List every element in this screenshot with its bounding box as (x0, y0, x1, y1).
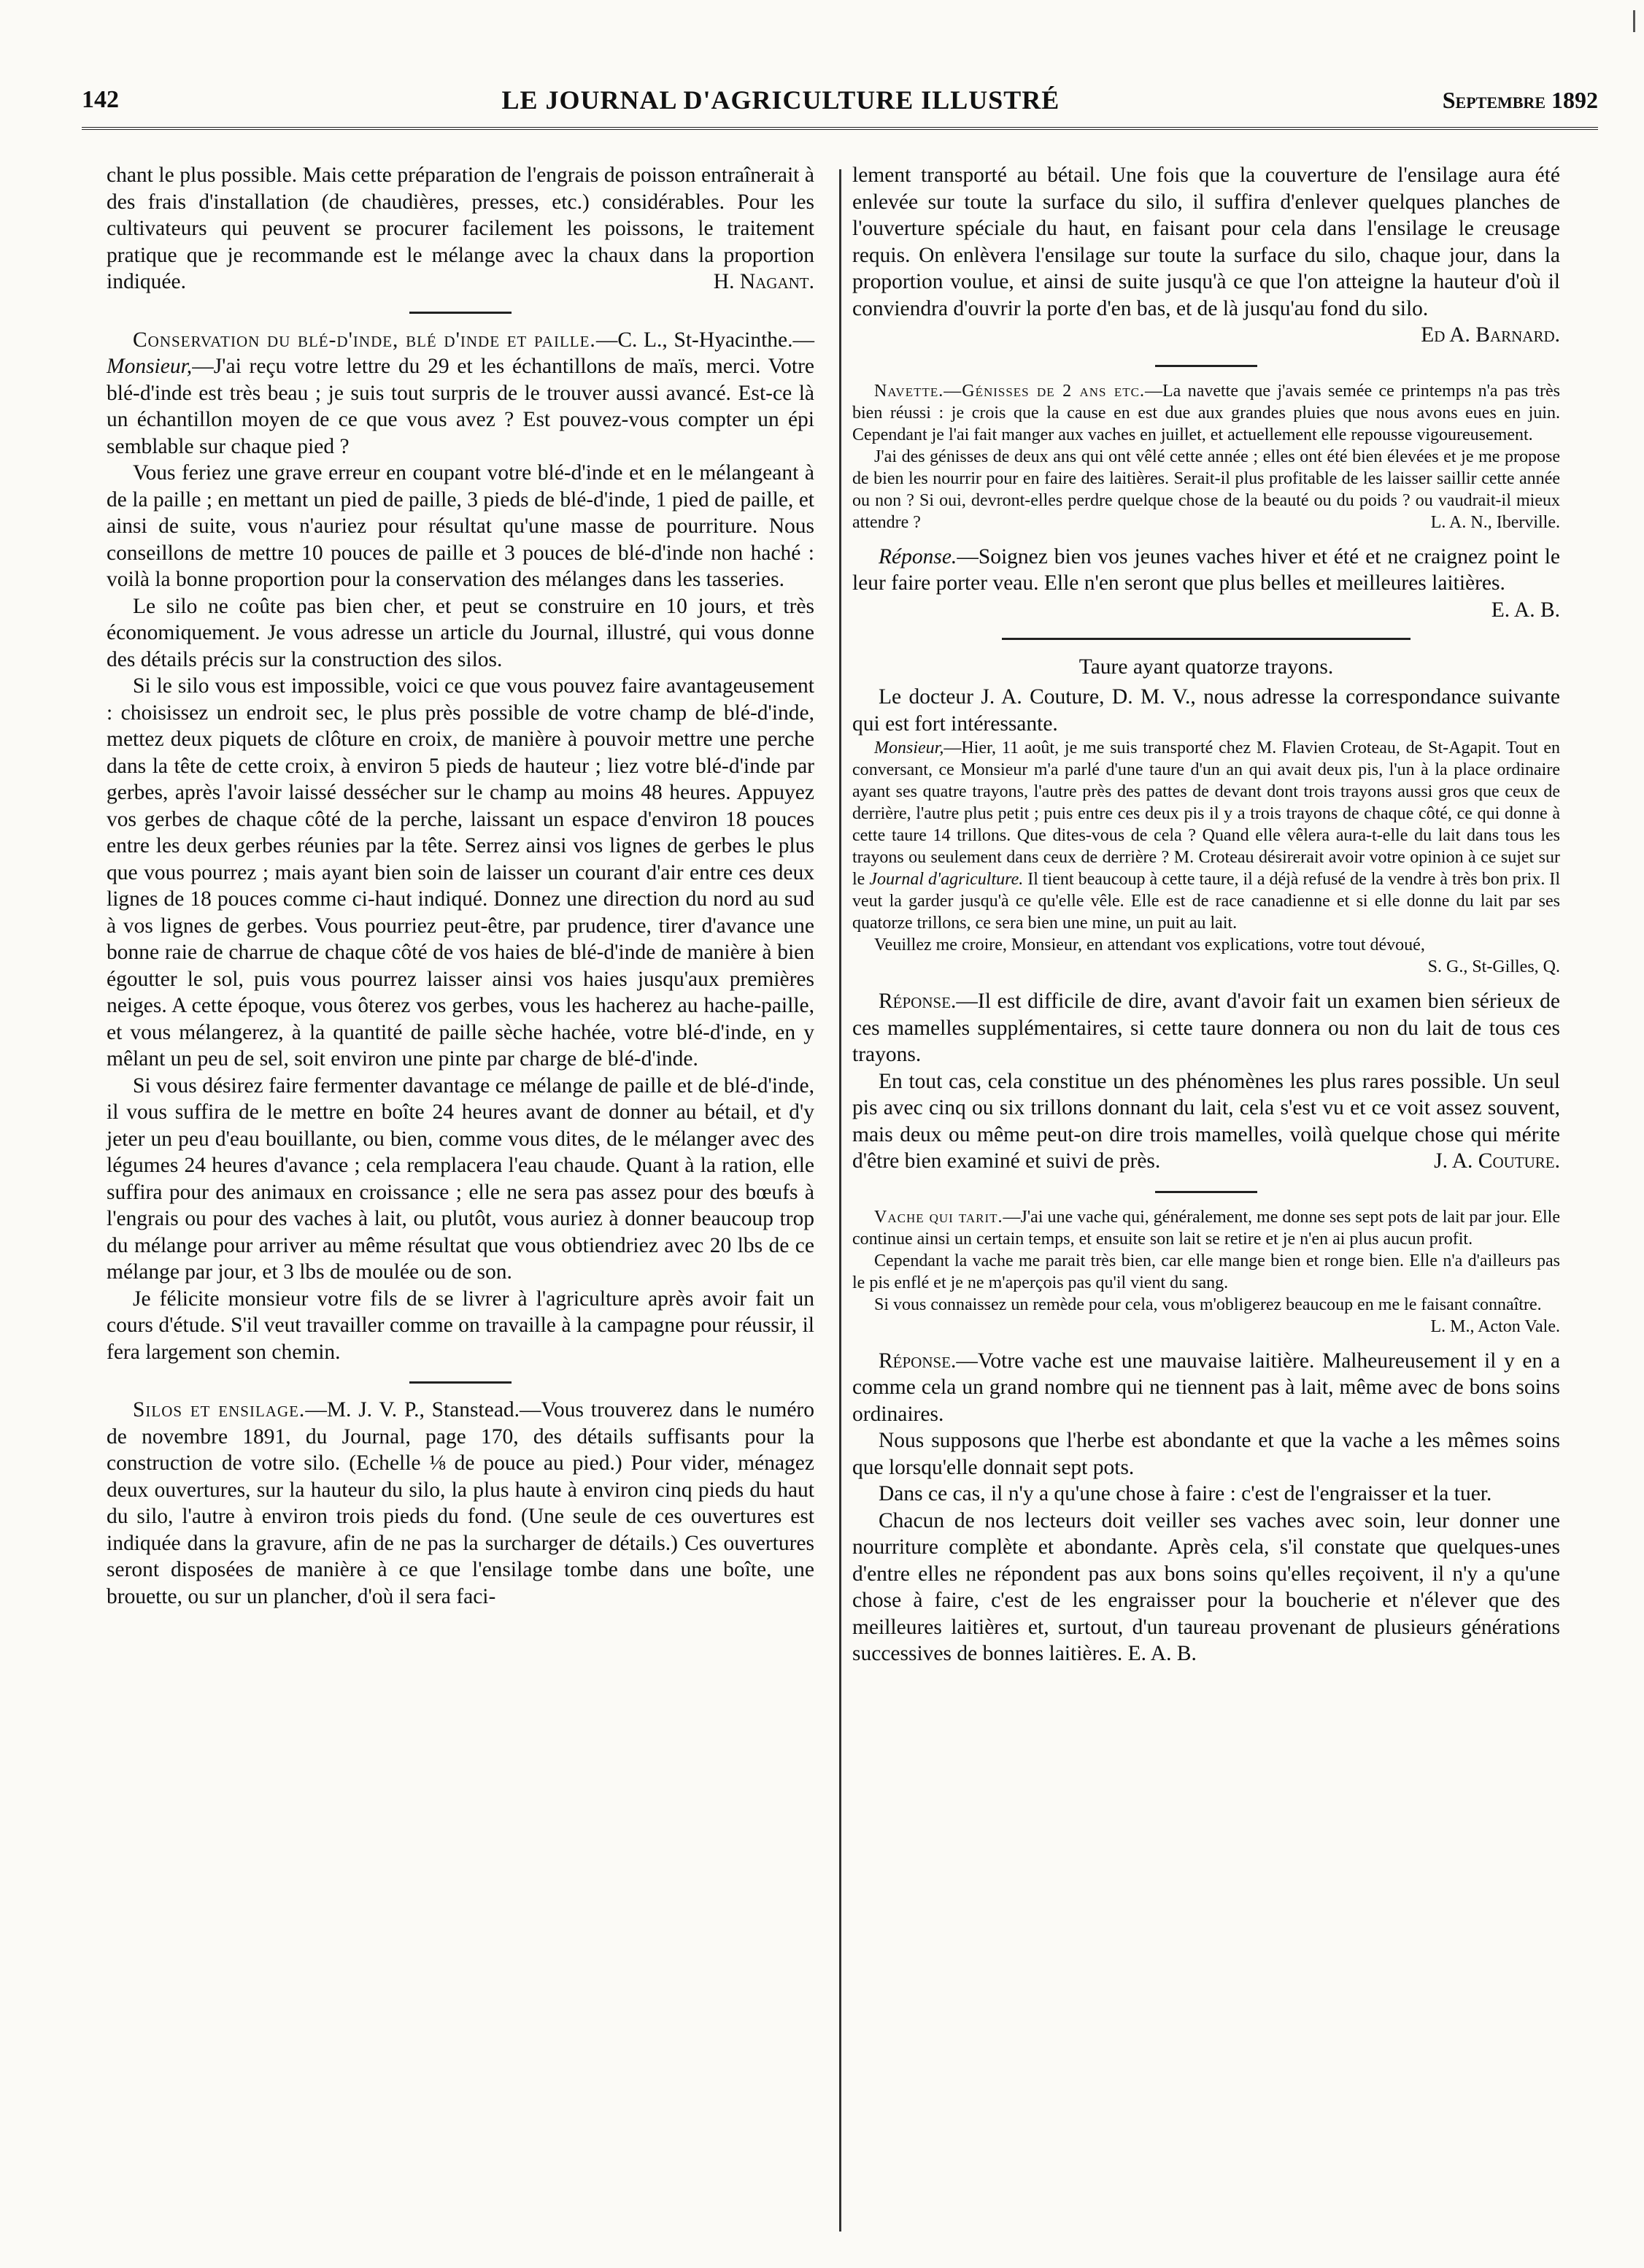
silos-question (107, 1397, 814, 1610)
column-divider (839, 169, 841, 2232)
paragraph-text: —Il est difficile de dire, avant d'avoir fait un examen bien sérieux de ces mamelles supplémentaires, si cette taure donnera ou non du lait de tous ces trayons. (852, 990, 1560, 1066)
salutation: Monsieur, (107, 355, 193, 378)
section-heading: Conservation du blé-d'inde, blé d'inde et paille. (133, 328, 596, 352)
section-rule (1002, 638, 1410, 640)
paragraph: Dans ce cas, il n'y a qu'une chose à faire : c'est de l'engraisser et la tuer. (879, 1482, 1492, 1505)
letter (852, 737, 1560, 934)
section-rule (409, 1381, 512, 1384)
correspondent: —C. L., St-Hyacinthe.— (595, 328, 814, 352)
section-heading: Navette.—Génisses de 2 ans etc. (874, 381, 1145, 401)
article-title: Taure ayant quatorze trayons. (1078, 655, 1334, 679)
reply-3 (852, 1348, 1560, 1428)
page-header (82, 82, 1598, 118)
signature: E. A. B. (1491, 598, 1560, 622)
paragraph-text: Si vous connaissez un remède pour cela, vous m'obligerez beaucoup en me le faisant connaître. (874, 1295, 1542, 1314)
salutation: Monsieur, (874, 738, 944, 757)
paragraph-text: —M. J. V. P., Stanstead.—Vous trouverez dans le numéro de novembre 1891, du Journal, page 170, des détails suffisants pour la construction de votre silo. (Echelle ⅛ de pouce au pied.) Pour vider, ménagez deux ouvertures, sur la hauteur du silo, la plus haute à environ cinq pieds du haut du silo, l'autre à environ trois pieds du fond. (Une seule de ces ouvertures est indiquée dans la gravure, afin de ne pas la surcharger de détails.) Ces ouvertures seront disposées de manière à ce que l'ensilage tombe dans une boîte, une brouette, ou sur un plancher, d'où il sera faci- (107, 1398, 814, 1608)
signature: H. Nagant. (713, 270, 814, 293)
paragraph-text: —J'ai une vache qui, généralement, me donne ses sept pots de lait par jour. Elle continue ainsi un certain temps, et ensuite son lait se retire et je n'en ai plus aucun profit. (852, 1207, 1560, 1249)
left-column (107, 162, 814, 1610)
signature: S. G., St-Gilles, Q. (1427, 957, 1560, 976)
paragraph-text: —Votre vache est une mauvaise laitière. Malheureusement il y en a comme cela un grand nombre qui ne tiennent pas à lait, même avec de bons soins ordinaires. (852, 1349, 1560, 1426)
vache-question (852, 1206, 1560, 1250)
paragraph-text: Chacun de nos lecteurs doit veiller ses vaches avec soin, leur donner une nourriture complète et abondante. Après cela, s'il constate que quelques-unes d'entre elles ne répondent pas aux bons soins qu'elles reçoivent, il n'y a qu'une chose à faire, c'est de les engraisser pour la boucherie et n'élever que des meilleures laitières et, surtout, d'un taureau provenant de plusieurs générations successives de bonnes laitières. (852, 1508, 1560, 1665)
paragraph-text: J'ai des génisses de deux ans qui ont vêlé cette année ; elles ont été bien élevées et je me propose de bien les nourrir pour en faire des laitières. Serait-il plus profitable de les laisser saillir cette année ou non ? Si oui, devront-elles perdre quelque chose de la beauté ou du poids ? ou vaudrait-il mieux attendre ? (852, 447, 1560, 532)
paragraph: Nous supposons que l'herbe est abondante et que la vache a les mêmes soins que lorsqu'elle donnait sept pots. (852, 1429, 1560, 1479)
reply-2-cont (852, 1068, 1560, 1175)
paragraph: Si le silo vous est impossible, voici ce que vous pouvez faire avantageusement : choisissez un endroit sec, le plus près possible de votre champ de blé-d'inde, mettez deux piquets de clôture en croix, de manière à pouvoir mettre une perche dans la tête de cette croix, à environ 5 pieds de hauteur ; liez votre blé-d'inde par gerbes, après l'avoir laissé dessécher sur le champ au moins 48 heures. Appuyez vos gerbes de chaque côté de la perche, laissant un espace d'environ 18 pouces entre les deux gerbes réunies par la tête. Serrez ainsi vos lignes de gerbes le plus que vous pourrez ; mais ayant bien soin de laisser un courant d'air entre ces deux lignes de 18 pouces comme ci-haut indiqué. Donnez une direction du nord au sud à vos lignes de gerbes. Vous pourriez peut-être, par prudence, tirer d'avance une bonne raie de charrue de chaque côté de vos haies de blé-d'inde de manière à bien égoutter le sol, puis vous pourrez laisser ainsi vos haies jusqu'aux premières neiges. A cette époque, vous ôterez vos gerbes, vous les hacherez au hache-paille, et vous mélangerez, à la quantité de paille sèche hachée, votre blé-d'inde, en y mêlant un peu de sel, soit environ une pinte par charge de blé-d'inde. (107, 674, 814, 1071)
journal-title: LE JOURNAL D'AGRICULTURE ILLUSTRÉ (501, 85, 1060, 115)
paragraph-text: lement transporté au bétail. Une fois que la couverture de l'ensilage aura été enlevée sur toute la surface du silo, il suffira d'enlever quelques planches de l'ouverture spéciale du haut, en faisant pour cela dans l'ensilage le creusage requis. On enlèvera l'ensilage sur toute la surface du silo, chaque jour, dans la proportion voulue, et ainsi de suite jusqu'à ce que l'on atteigne la hauteur d'où il conviendra d'ouvrir la porte d'en bas, et de là jusqu'au fond du silo. (852, 163, 1560, 320)
reply-label: Réponse. (879, 1349, 957, 1373)
paragraph: Je félicite monsieur votre fils de se livrer à l'agriculture après avoir fait un cours d'étude. S'il veut travailler comme on travaille à la campagne pour réussir, il fera largement son chemin. (107, 1287, 814, 1364)
section-rule (1155, 365, 1257, 367)
page-number: 142 (82, 86, 119, 113)
signature: J. A. Couture. (1434, 1149, 1560, 1173)
journal-reference: Journal d'agriculture. (869, 870, 1024, 889)
vache-question-end (852, 1294, 1560, 1336)
letter-closing (852, 934, 1560, 976)
signature: E. A. B. (1127, 1642, 1197, 1665)
reply-label: Réponse. (879, 544, 957, 568)
header-rule (82, 127, 1598, 130)
paragraph-text: —Hier, 11 août, je me suis transporté chez M. Flavien Croteau, de St-Agapit. Tout en conversant, ce Monsieur m'a parlé d'une taure d'un an qui avait deux pis, l'un à la place ordinaire ayant ses quatre trayons, l'autre près des pattes de devant dont trois trayons aussi gros que ceux de derrière, l'autre plus petit ; puis entre ces deux pis il y a trois trayons de chaque côté, ce qui donne à cette taure 14 trillons. Que dites-vous de cela ? Quand elle vêlera aura-t-elle du lait dans tous les trayons ou seulement dans ceux de derrière ? M. Croteau désirerait avoir votre opinion à ce sujet sur le (852, 738, 1560, 889)
paragraph-text: —J'ai reçu votre lettre du 29 et les échantillons de maïs, merci. Votre blé-d'inde est très beau ; je suis tout surpris de le trouver aussi avancé. Est-ce là un échantillon moyen de ce que vous avez ? Est pouvez-vous compter un épi semblable sur chaque pied ? (107, 355, 814, 458)
paragraph-text: Veuillez me croire, Monsieur, en attendant vos explications, votre tout dévoué, (874, 936, 1425, 954)
signature: L. A. N., Iberville. (1430, 512, 1560, 532)
signature: Ed A. Barnard. (1421, 323, 1560, 347)
paragraph-text: chant le plus possible. Mais cette préparation de l'engrais de poisson entraînerait à des frais d'installation (de chaudières, presses, etc.) considérables. Pour les cultivateurs qui peuvent se procurer facilement les poissons, le traitement pratique que je recommande est le mélange avec la chaux dans la proportion indiquée. (107, 163, 814, 293)
reply-3-end (852, 1508, 1560, 1667)
paragraph: Vous feriez une grave erreur en coupant votre blé-d'inde et en le mélangeant à de la paille ; en mettant un pied de paille, 3 pieds de blé-d'inde, 1 pied de paille, et ainsi de suite, vous n'auriez pour résultat qu'une masse de pourriture. Nous conseillons de mettre 10 pouces de paille et 3 pouces de blé-d'inde non haché : voilà la bonne proportion pour la conservation des mélanges dans les tasseries. (107, 461, 814, 591)
paragraph-text: —Soignez bien vos jeunes vaches hiver et été et ne craignez point le leur faire porter veau. Elle n'en seront que plus belles et meilleures laitières. (852, 544, 1560, 595)
paragraph: Si vous désirez faire fermenter davantage ce mélange de paille et de blé-d'inde, il vous suffira de le mettre en boîte 24 heures avant de donner au bétail, et d'y jeter un peu d'eau bouillante, ou bien, comme vous dites, de le mélanger avec des légumes 24 heures d'avance ; cela remplacera l'eau chaude. Quant à la ration, elle suffira pour des animaux en croissance ; elle ne sera pas assez pour des bœufs à l'engrais ou pour des vaches à lait, ou plutôt, vous auriez à donner beaucoup trop du mélange pour arriver au même résultat que vous obtiendriez avec 20 lbs de ce mélange par jour, et 3 lbs de moulée ou de son. (107, 1073, 814, 1284)
section-rule (409, 312, 512, 314)
issue-date: Septembre 1892 (1442, 86, 1598, 113)
paragraph-text: Il tient beaucoup à cette taure, il a déjà refusé de la vendre à très bon prix. Il veut la garder jusqu'à ce qu'elle vêle. Elle est de race canadienne et si elle donne du lait par ses quatorze trillons, ce sera bien une mine, un puit au lait. (852, 870, 1561, 933)
section-rule (1155, 1191, 1257, 1193)
navette-question (852, 380, 1560, 446)
silos-answer-end (852, 162, 1560, 347)
paragraph: Le silo ne coûte pas bien cher, et peut se construire en 10 jours, et très économiquement. Je vous adresse un article du Journal, illustré, qui vous donne des détails précis sur la construction des silos. (107, 594, 814, 671)
paragraph: Cependant la vache me parait très bien, car elle mange bien et ronge bien. Elle n'a d'ailleurs pas le pis enflé et je ne m'aperçois pas qu'il vient du sang. (852, 1251, 1560, 1292)
reply-1 (852, 544, 1560, 622)
right-column (852, 162, 1560, 1667)
margin-mark (1633, 10, 1635, 32)
paragraph: Le docteur J. A. Couture, D. M. V., nous adresse la correspondance suivante qui est fort intéressante. (852, 685, 1560, 736)
reply-2 (852, 988, 1560, 1068)
conservation-question (107, 327, 814, 460)
paragraph-text: En tout cas, cela constitue un des phénomènes les plus rares possible. Un seul pis avec cinq ou six trillons donnant du lait, cela s'est vu et ce voit assez souvent, mais deux ou même peut-on dire trois mamelles, voilà quelque chose qui mérite d'être bien examiné et suivi de près. (852, 1069, 1560, 1173)
fish-fertilizer-end (107, 162, 814, 296)
section-heading: Silos et ensilage. (133, 1398, 306, 1422)
signature: L. M., Acton Vale. (1430, 1316, 1560, 1336)
reply-label: Réponse. (879, 990, 957, 1013)
paragraph-text: —La navette que j'avais semée ce printemps n'a pas très bien réussi : je crois que la cause en est due aux grandes pluies que nous avons eues en juin. Cependant je l'ai fait manger aux vaches en juillet, et actuellement elle repousse vigoureusement. (852, 381, 1560, 444)
section-heading: Vache qui tarit. (874, 1207, 1003, 1227)
navette-question-2 (852, 446, 1560, 533)
